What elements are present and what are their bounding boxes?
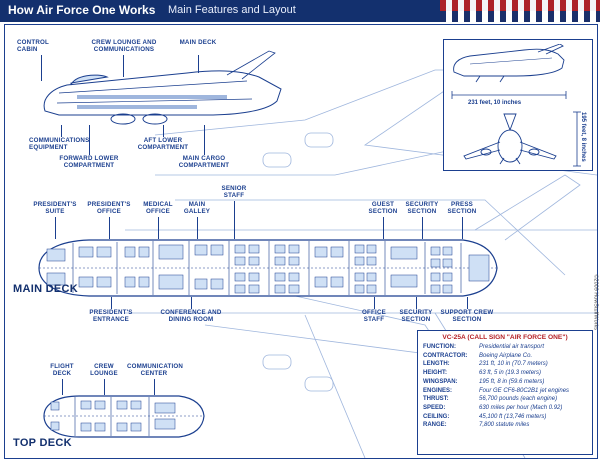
diagram-frame [4,24,598,459]
leader-line [467,297,468,309]
leader-line [234,201,235,239]
spec-key: WINGSPAN: [423,378,458,385]
spec-key: ENGINES: [423,387,453,394]
label-guest-section: GUEST SECTION [368,201,398,216]
leader-line [41,55,42,81]
label-presidents-entrance: PRESIDENT'S ENTRANCE [89,309,133,324]
specs-title: VC-25A (CALL SIGN "AIR FORCE ONE") [442,334,568,341]
spec-key: RANGE: [423,422,447,429]
leader-line [422,217,423,239]
spec-value: 231 ft, 10 in (70.7 meters) [479,361,548,368]
main-deck-title: MAIN DECK [13,283,79,295]
table-row [418,361,592,370]
table-row [418,396,592,405]
top-deck-floorplan [39,393,209,439]
table-row [418,422,592,431]
label-press-section: PRESS SECTION [447,201,477,216]
label-forward-lower-compartment: FORWARD LOWER COMPARTMENT [59,155,119,170]
label-support-crew-section: SUPPORT CREW SECTION [440,309,494,324]
leader-line [204,125,205,155]
table-row [418,388,592,397]
label-security-section-bottom: SECURITY SECTION [399,309,433,324]
label-communication-center: COMMUNICATION CENTER [127,363,184,378]
spec-key: FUNCTION: [423,344,456,350]
specifications-box [417,330,593,455]
top-deck-title: TOP DECK [13,437,72,449]
leader-line [158,217,159,239]
inset-side-view [450,44,568,88]
leader-line [462,217,463,239]
inset-height-label: 195 feet, 8 inches [580,112,586,162]
table-row [418,353,592,362]
spec-key: CEILING: [423,413,450,420]
leader-line [416,297,417,309]
leader-line [198,55,199,73]
leader-line [123,55,124,77]
leader-line [191,297,192,309]
label-main-deck: MAIN DECK [179,39,217,46]
label-presidents-office: PRESIDENT'S OFFICE [87,201,131,216]
spec-value: 45,100 ft (13,746 meters) [479,413,547,420]
spec-key: SPEED: [423,404,446,411]
label-main-galley: MAIN GALLEY [183,201,211,216]
label-crew-lounge-communications: CREW LOUNGE AND COMMUNICATIONS [91,39,157,54]
table-row [418,379,592,388]
spec-value: 56,700 pounds (each engine) [479,396,558,403]
spec-value: 630 miles per hour (Mach 0.92) [479,404,563,411]
leader-line [374,297,375,309]
leader-line [163,125,164,137]
leader-line [61,125,62,137]
label-medical-office: MEDICAL OFFICE [143,201,173,216]
label-security-section-top: SECURITY SECTION [405,201,439,216]
spec-value: 195 ft, 8 in (59.6 meters) [479,378,545,385]
spec-value: Four GE CF6-80C2B1 jet engines [479,387,570,394]
leader-line [62,379,63,395]
label-crew-lounge: CREW LOUNGE [90,363,118,378]
dimensions-inset [443,39,593,171]
label-aft-lower-compartment: AFT LOWER COMPARTMENT [137,137,189,152]
spec-value: Presidential air transport [479,344,545,350]
spec-key: CONTRACTOR: [423,352,468,359]
main-deck-floorplan [33,237,503,299]
label-control-cabin: CONTROL CABIN [17,39,49,54]
copyright-credit: ©2009 HowStuffWorks [593,274,599,330]
label-senior-staff: SENIOR STAFF [221,185,247,200]
spec-key: HEIGHT: [423,370,447,377]
spec-value: Boeing Airplane Co. [479,352,533,359]
label-main-cargo-compartment: MAIN CARGO COMPARTMENT [178,155,230,170]
leader-line [197,217,198,239]
spec-value: 7,800 statute miles [479,422,530,429]
flag-stripe-decoration-2 [440,11,600,22]
spec-key: THRUST: [423,396,449,403]
specs-table [418,344,592,431]
leader-line [109,217,110,239]
label-conference-dining-room: CONFERENCE AND DINING ROOM [160,309,222,324]
label-flight-deck: FLIGHT DECK [50,363,74,378]
table-row [418,414,592,423]
leader-line [383,217,384,239]
length-dimension-line [450,90,568,100]
inset-front-view [460,112,560,166]
leader-line [154,379,155,395]
leader-line [89,125,90,155]
table-row [418,344,592,353]
inset-length-label: 231 feet, 10 inches [468,100,522,106]
side-cutaway-illustration [37,49,287,149]
page-header [0,0,600,22]
label-presidents-suite: PRESIDENT'S SUITE [33,201,77,216]
page-subtitle: Main Features and Layout [168,4,296,16]
spec-key: LENGTH: [423,361,450,368]
label-office-staff: OFFICE STAFF [362,309,386,324]
spec-value: 63 ft, 5 in (19.3 meters) [479,370,542,377]
label-communications-equipment: COMMUNICATIONS EQUIPMENT [29,137,90,152]
leader-line [55,217,56,239]
leader-line [111,297,112,309]
leader-line [104,379,105,395]
page-title: How Air Force One Works [8,3,156,17]
table-row [418,405,592,414]
table-row [418,370,592,379]
